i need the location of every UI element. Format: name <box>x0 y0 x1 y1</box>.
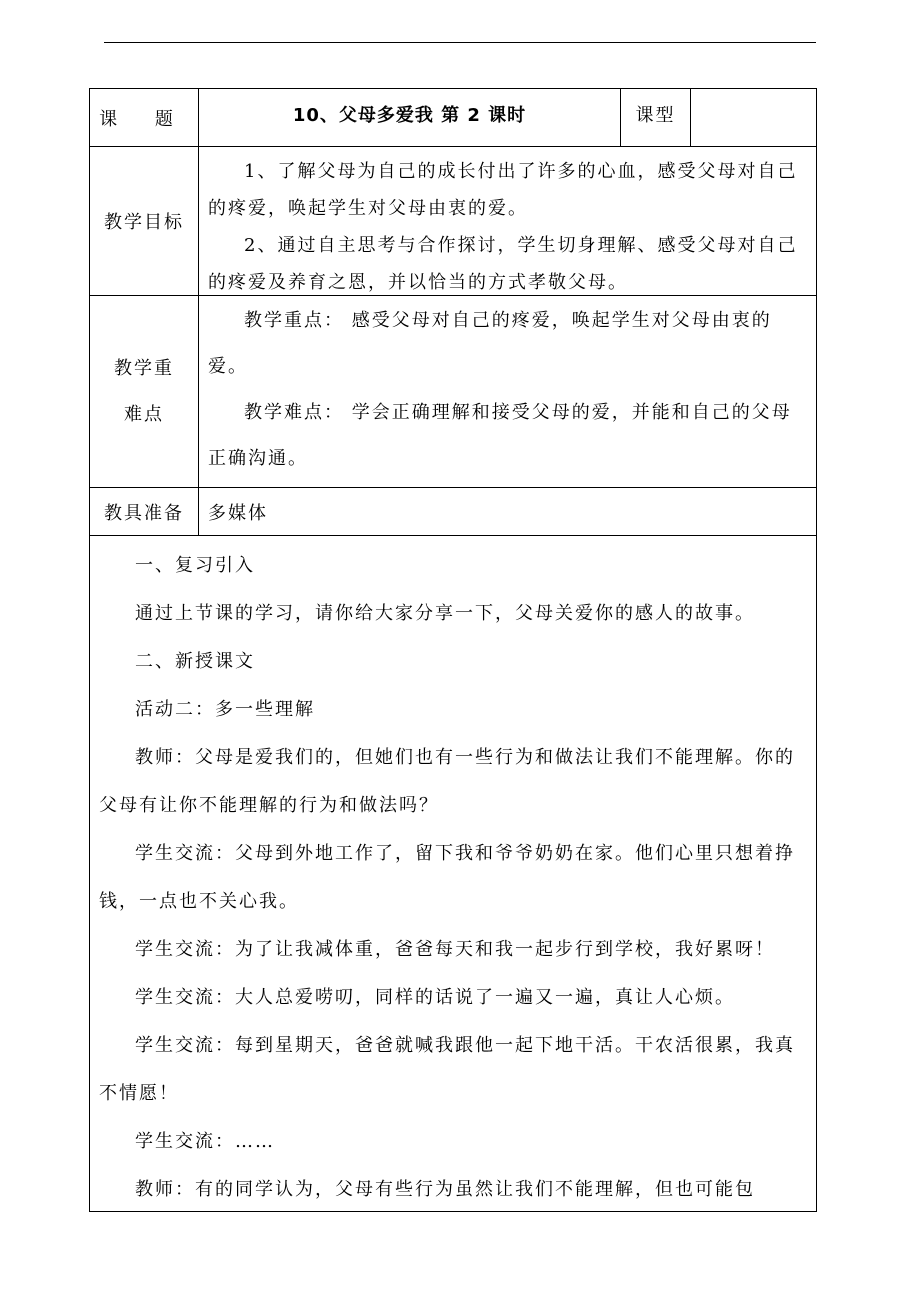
process-paragraph: 通过上节课的学习，请你给大家分享一下，父母关爱你的感人的故事。 <box>135 603 755 624</box>
teaching-process <box>99 542 811 1207</box>
key-points-cell <box>208 298 808 486</box>
student-line: 学生交流：父母到外地工作了，留下我和爷爷奶奶在家。他们心里只想着挣钱，一点也不关心我。 <box>99 843 795 912</box>
column-divider <box>198 89 199 536</box>
lesson-plan-table <box>89 88 817 1212</box>
objective-item: 2、通过自主思考与合作探讨，学生切身理解、感受父母对自己的疼爱及养育之恩，并以恰当的方式孝敬父母。 <box>208 235 798 293</box>
type-value-cell <box>691 89 816 146</box>
materials-value: 多媒体 <box>208 502 268 524</box>
process-heading: 二、新授课文 <box>135 651 255 672</box>
materials-value-cell <box>208 488 808 535</box>
teacher-line: 教师：有的同学认为，父母有些行为虽然让我们不能理解，但也可能包 <box>135 1179 755 1200</box>
process-heading: 一、复习引入 <box>135 555 255 576</box>
topic-value-cell <box>199 89 620 139</box>
topic-title: 10、父母多爱我 第 2 课时 <box>292 105 527 126</box>
key-points-label-line: 教学重 <box>114 357 174 379</box>
difficult-point: 教学难点： 学会正确理解和接受父母的爱，并能和自己的父母正确沟通。 <box>208 402 792 469</box>
objectives-cell <box>208 153 808 293</box>
student-line: 学生交流：每到星期天，爸爸就喊我跟他一起下地干活。干农活很累，我真不情愿！ <box>99 1035 795 1104</box>
key-point: 教学重点： 感受父母对自己的疼爱，唤起学生对父母由衷的爱。 <box>208 310 772 377</box>
student-line: 学生交流：…… <box>135 1131 275 1152</box>
activity-title: 活动二：多一些理解 <box>135 699 315 720</box>
type-label: 课型 <box>635 105 676 126</box>
type-label-cell <box>621 89 690 139</box>
topic-label: 课 题 <box>99 108 189 130</box>
student-line: 学生交流：为了让我减体重，爸爸每天和我一起步行到学校，我好累呀！ <box>135 939 775 960</box>
topic-label-cell <box>90 89 198 146</box>
objectives-label: 教学目标 <box>104 212 184 233</box>
objectives-label-cell <box>90 147 198 295</box>
teacher-line: 教师：父母是爱我们的，但她们也有一些行为和做法让我们不能理解。你的父母有让你不能理解的行为和做法吗？ <box>99 747 795 816</box>
header-rule <box>104 42 816 43</box>
materials-label: 教具准备 <box>104 502 184 524</box>
materials-label-cell <box>90 488 198 535</box>
key-points-label-line: 难点 <box>124 403 164 425</box>
student-line: 学生交流：大人总爱唠叨，同样的话说了一遍又一遍，真让人心烦。 <box>135 987 735 1008</box>
key-points-label-cell <box>90 296 198 487</box>
objective-item: 1、了解父母为自己的成长付出了许多的心血，感受父母对自己的疼爱，唤起学生对父母由衷的爱。 <box>208 161 798 219</box>
